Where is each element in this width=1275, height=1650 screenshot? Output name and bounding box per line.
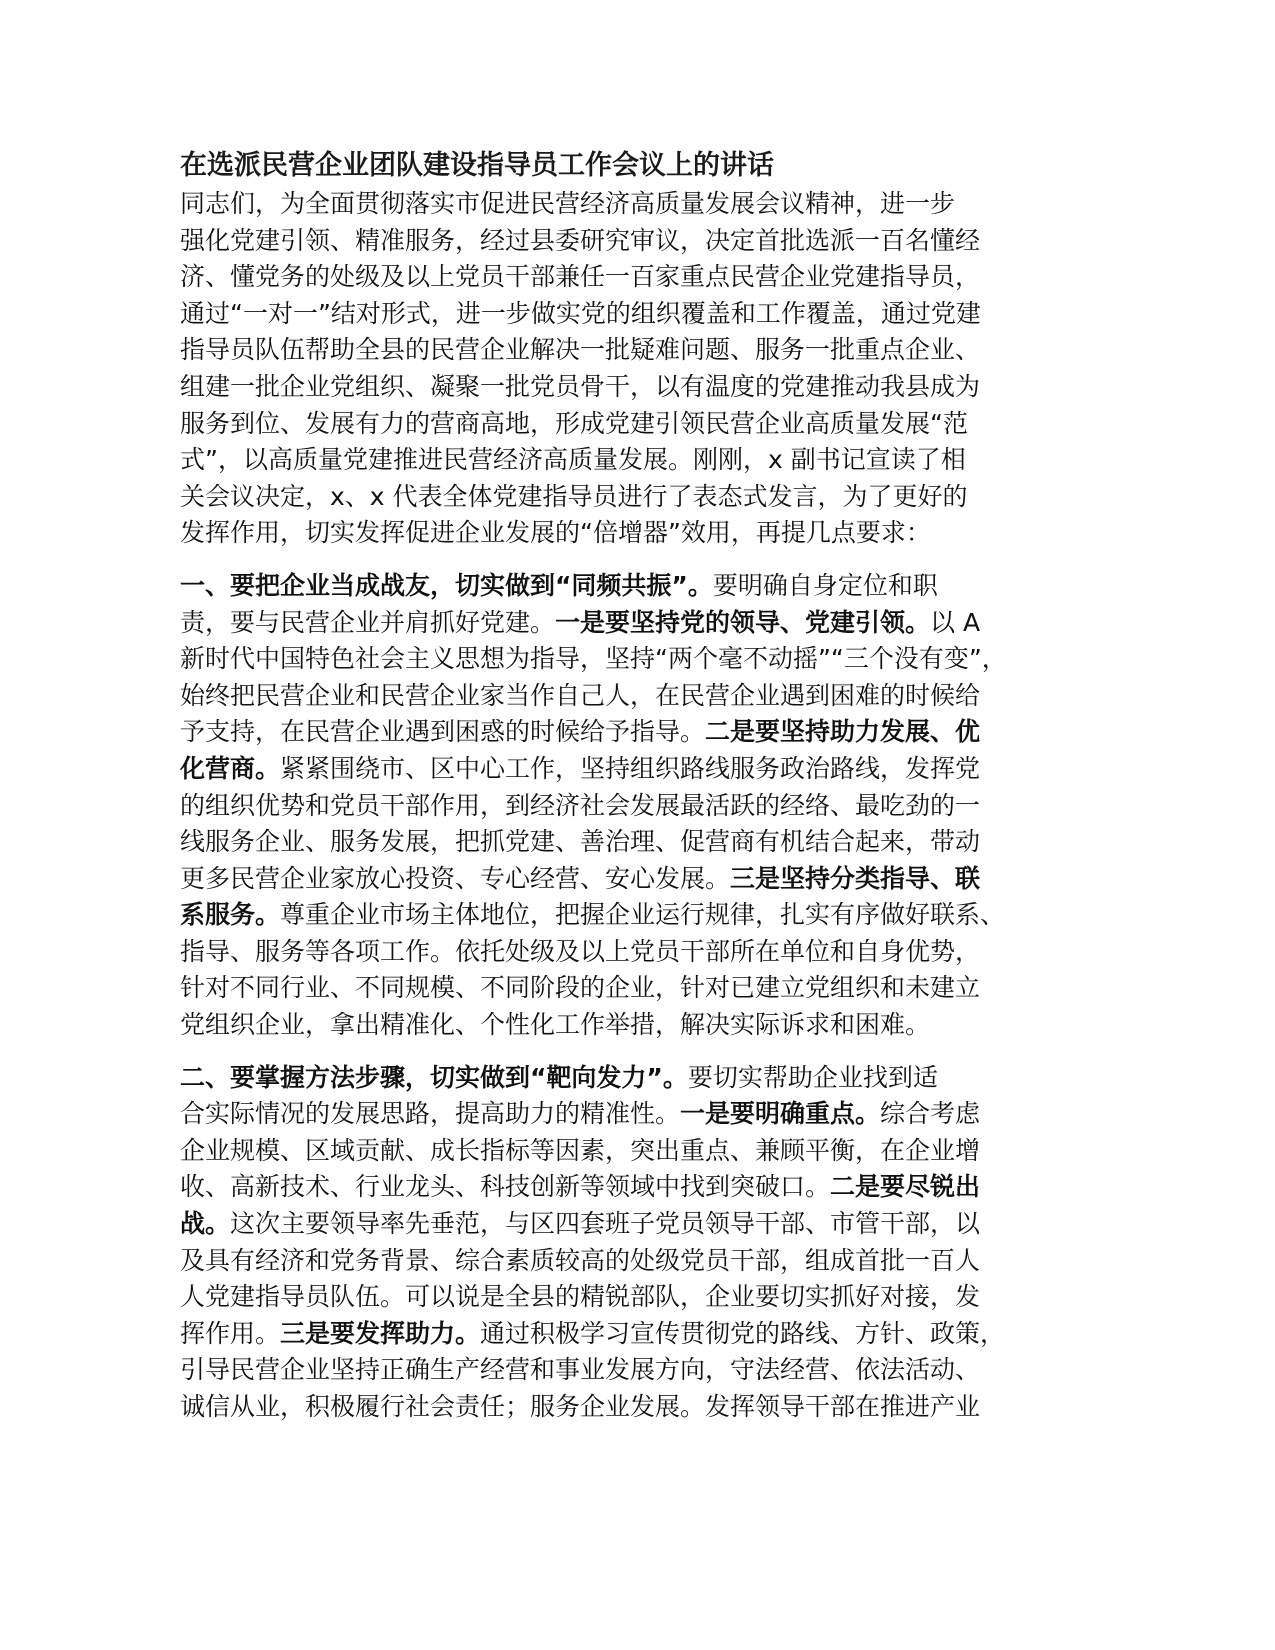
intro-line: 组建一批企业党组织、凝聚一批党员骨干，以有温度的党建推动我县成为 bbox=[180, 371, 981, 401]
bold-text: 二、要掌握方法步骤，切实做到“靶向发力”。 bbox=[180, 1062, 688, 1092]
text-run: 及具有经济和党务背景、综合素质较高的处级党员干部，组成首批一百人 bbox=[180, 1245, 981, 1275]
intro-line: 服务到位、发展有力的营商高地，形成党建引领民营企业高质量发展“范 bbox=[180, 408, 968, 438]
section-1-line bbox=[180, 934, 1060, 971]
intro-line: 强化党建引领、精准服务，经过县委研究审议，决定首批选派一百名懂经 bbox=[180, 225, 981, 255]
intro-line: 指导员队伍帮助全县的民营企业解决一批疑难问题、服务一批重点企业、 bbox=[180, 335, 981, 365]
section-1-line bbox=[180, 824, 1060, 861]
text-run: 的组织优势和党员干部作用，到经济社会发展最活跃的经络、最吃劲的一 bbox=[180, 790, 981, 820]
section-2-line bbox=[180, 1096, 1060, 1133]
text-run: 紧紧围绕市、区中心工作，坚持组织路线服务政治路线，发挥党 bbox=[280, 753, 981, 783]
text-run: 收、高新技术、行业龙头、科技创新等领域中找到突破口。 bbox=[180, 1172, 831, 1202]
bold-text: 化营商。 bbox=[180, 753, 281, 783]
text-run: 合实际情况的发展思路，提高助力的精准性。 bbox=[180, 1099, 681, 1129]
section-1-line bbox=[180, 605, 1060, 642]
text-run: 以 A bbox=[930, 607, 981, 637]
text-run: 新时代中国特色社会主义思想为指导，坚持“两个毫不动摇”“三个没有变”， bbox=[180, 644, 1007, 674]
intro-line: 发挥作用，切实发挥促进企业发展的“倍增器”效用，再提几点要求： bbox=[180, 518, 931, 548]
text-run: 人党建指导员队伍。可以说是全县的精锐部队，企业要切实抓好对接，发 bbox=[180, 1282, 981, 1312]
text-run: 这次主要领导率先垂范，与区四套班子党员领导干部、市管干部，以 bbox=[230, 1209, 981, 1239]
section-2-line bbox=[180, 1389, 1060, 1426]
text-run: 指导、服务等各项工作。依托处级及以上党员干部所在单位和自身优势， bbox=[180, 936, 981, 966]
text-run: 通过积极学习宣传贯彻党的路线、方针、政策， bbox=[480, 1318, 1006, 1348]
section-2-line bbox=[180, 1243, 1060, 1280]
intro-line: 式”，以高质量党建推进民营经济高质量发展。刚刚，x 副书记宣读了相 bbox=[180, 445, 966, 475]
section-2-line bbox=[180, 1279, 1060, 1316]
section-1-line bbox=[180, 714, 1060, 751]
intro-line: 通过“一对一”结对形式，进一步做实党的组织覆盖和工作覆盖，通过党建 bbox=[180, 298, 981, 328]
document-page bbox=[180, 148, 1060, 1426]
text-run: 要明确自身定位和职 bbox=[712, 570, 938, 600]
text-run: 要切实帮助企业找到适 bbox=[687, 1062, 938, 1092]
bold-text: 系服务。 bbox=[180, 900, 281, 930]
section-1-paragraph bbox=[180, 568, 1060, 1044]
section-2-line bbox=[180, 1316, 1060, 1353]
section-1-line bbox=[180, 751, 1060, 788]
bold-text: 三是坚持分类指导、联 bbox=[730, 863, 981, 893]
intro-line: 关会议决定，x、x 代表全体党建指导员进行了表态式发言，为了更好的 bbox=[180, 481, 968, 511]
text-run: 始终把民营企业和民营企业家当作自己人，在民营企业遇到困难的时候给 bbox=[180, 680, 981, 710]
text-run: 综合考虑 bbox=[880, 1099, 981, 1129]
bold-text: 战。 bbox=[180, 1209, 231, 1239]
text-run: 诚信从业，积极履行社会责任；服务企业发展。发挥领导干部在推进产业 bbox=[180, 1392, 981, 1421]
section-1-line bbox=[180, 897, 1060, 934]
bold-text: 一、要把企业当成战友，切实做到“同频共振”。 bbox=[180, 570, 713, 600]
bold-text: 二是要尽锐出 bbox=[830, 1172, 981, 1202]
text-run: 挥作用。 bbox=[180, 1318, 281, 1348]
bold-text: 二是要坚持助力发展、优 bbox=[705, 717, 981, 747]
text-run: 线服务企业、服务发展，把抓党建、善治理、促营商有机结合起来，带动 bbox=[180, 827, 981, 857]
section-1-line bbox=[180, 970, 1060, 1007]
section-2-paragraph bbox=[180, 1060, 1060, 1426]
section-2-line bbox=[180, 1352, 1060, 1389]
section-2-line bbox=[180, 1133, 1060, 1170]
text-run: 责，要与民营企业并肩抓好党建。 bbox=[180, 607, 556, 637]
text-run: 企业规模、区域贡献、成长指标等因素，突出重点、兼顾平衡，在企业增 bbox=[180, 1135, 981, 1165]
intro-line: 济、懂党务的处级及以上党员干部兼任一百家重点民营企业党建指导员， bbox=[180, 262, 981, 292]
text-run: 针对不同行业、不同规模、不同阶段的企业，针对已建立党组织和未建立 bbox=[180, 973, 981, 1003]
text-run: 引导民营企业坚持正确生产经营和事业发展方向，守法经营、依法活动、 bbox=[180, 1355, 981, 1385]
section-2-line bbox=[180, 1206, 1060, 1243]
section-1-line bbox=[180, 568, 1060, 605]
bold-text: 一是要明确重点。 bbox=[680, 1099, 881, 1129]
text-run: 予支持，在民营企业遇到困惑的时候给予指导。 bbox=[180, 717, 706, 747]
bold-text: 一是要坚持党的领导、党建引领。 bbox=[555, 607, 931, 637]
section-1-line bbox=[180, 641, 1060, 678]
intro-line: 同志们，为全面贯彻落实市促进民营经济高质量发展会议精神，进一步 bbox=[180, 189, 956, 218]
section-1-line bbox=[180, 678, 1060, 715]
section-2-line bbox=[180, 1169, 1060, 1206]
text-run: 尊重企业市场主体地位，把握企业运行规律，扎实有序做好联系、 bbox=[280, 900, 1006, 930]
text-run: 更多民营企业家放心投资、专心经营、安心发展。 bbox=[180, 863, 731, 893]
document-title: 在选派民营企业团队建设指导员工作会议上的讲话 bbox=[180, 150, 774, 181]
intro-paragraph bbox=[180, 186, 1060, 552]
section-1-line bbox=[180, 788, 1060, 825]
section-2-line bbox=[180, 1060, 1060, 1097]
section-1-line bbox=[180, 1007, 1060, 1044]
text-run: 党组织企业，拿出精准化、个性化工作举措，解决实际诉求和困难。 bbox=[180, 1010, 931, 1040]
bold-text: 三是要发挥助力。 bbox=[280, 1318, 481, 1348]
section-1-line bbox=[180, 861, 1060, 898]
